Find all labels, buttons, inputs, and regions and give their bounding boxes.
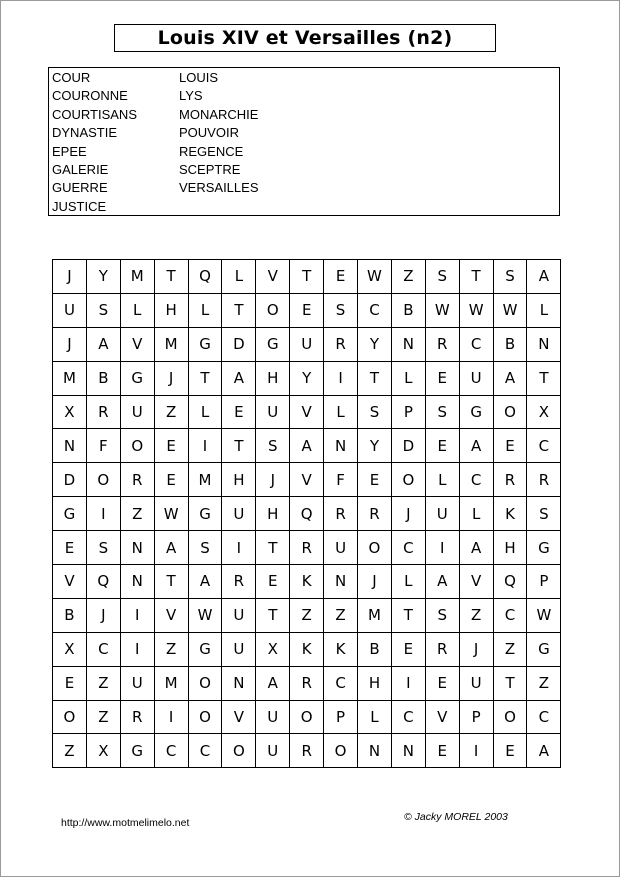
word-list-column-2 xyxy=(179,69,259,198)
grid-cell: I xyxy=(391,666,425,700)
grid-row xyxy=(53,531,561,565)
grid-cell: E xyxy=(53,531,87,565)
grid-cell: A xyxy=(154,531,188,565)
grid-cell: I xyxy=(324,361,358,395)
grid-cell: O xyxy=(358,531,392,565)
grid-cell: A xyxy=(459,531,493,565)
grid-cell: J xyxy=(53,260,87,294)
grid-cell: R xyxy=(324,497,358,531)
word-item: MONARCHIE xyxy=(179,106,259,122)
grid-cell: F xyxy=(86,429,120,463)
grid-cell: V xyxy=(459,565,493,599)
grid-cell: O xyxy=(493,700,527,734)
grid-cell: H xyxy=(256,497,290,531)
grid-cell: O xyxy=(391,463,425,497)
grid-cell: T xyxy=(256,531,290,565)
word-item: DYNASTIE xyxy=(52,125,118,141)
grid-cell: R xyxy=(425,632,459,666)
grid-cell: V xyxy=(154,598,188,632)
grid-cell: L xyxy=(188,395,222,429)
grid-cell: V xyxy=(290,463,324,497)
grid-row xyxy=(53,700,561,734)
grid-cell: S xyxy=(86,531,120,565)
grid-cell: Y xyxy=(358,429,392,463)
grid-cell: J xyxy=(358,565,392,599)
grid-cell: Q xyxy=(493,565,527,599)
grid-cell: V xyxy=(120,327,154,361)
grid-cell: T xyxy=(358,361,392,395)
grid-cell: L xyxy=(222,260,256,294)
footer-copyright: © Jacky MOREL 2003 xyxy=(404,811,508,823)
grid-cell: R xyxy=(425,327,459,361)
grid-cell: O xyxy=(256,293,290,327)
grid-cell: A xyxy=(188,565,222,599)
grid-cell: S xyxy=(256,429,290,463)
grid-row xyxy=(53,429,561,463)
grid-cell: V xyxy=(290,395,324,429)
grid-cell: U xyxy=(120,395,154,429)
grid-row xyxy=(53,632,561,666)
grid-cell: G xyxy=(188,632,222,666)
footer-url: http://www.motmelimelo.net xyxy=(61,817,190,829)
grid-cell: Z xyxy=(120,497,154,531)
grid-cell: M xyxy=(120,260,154,294)
grid-cell: U xyxy=(256,700,290,734)
word-item: GALERIE xyxy=(52,161,109,177)
grid-cell: H xyxy=(256,361,290,395)
grid-cell: P xyxy=(324,700,358,734)
grid-cell: A xyxy=(222,361,256,395)
grid-cell: Q xyxy=(290,497,324,531)
word-item: COURTISANS xyxy=(52,106,137,122)
grid-cell: S xyxy=(425,598,459,632)
grid-cell: S xyxy=(493,260,527,294)
page-title-text: Louis XIV et Versailles (n2) xyxy=(157,27,453,49)
grid-cell: S xyxy=(527,497,561,531)
grid-cell: K xyxy=(324,632,358,666)
grid-cell: Q xyxy=(188,260,222,294)
grid-cell: N xyxy=(324,429,358,463)
grid-cell: O xyxy=(120,429,154,463)
word-item: COURONNE xyxy=(52,88,128,104)
grid-cell: G xyxy=(53,497,87,531)
grid-cell: S xyxy=(425,260,459,294)
grid-cell: L xyxy=(358,700,392,734)
grid-cell: R xyxy=(324,327,358,361)
grid-cell: J xyxy=(391,497,425,531)
grid-cell: R xyxy=(222,565,256,599)
grid-cell: W xyxy=(493,293,527,327)
grid-row xyxy=(53,666,561,700)
grid-cell: E xyxy=(391,632,425,666)
grid-row xyxy=(53,734,561,768)
grid-cell: M xyxy=(188,463,222,497)
grid-row xyxy=(53,463,561,497)
grid-cell: E xyxy=(425,429,459,463)
grid-cell: V xyxy=(53,565,87,599)
grid-cell: R xyxy=(120,463,154,497)
grid-row xyxy=(53,565,561,599)
grid-cell: U xyxy=(53,293,87,327)
grid-cell: U xyxy=(290,327,324,361)
grid-cell: H xyxy=(222,463,256,497)
grid-cell: S xyxy=(358,395,392,429)
grid-cell: T xyxy=(154,260,188,294)
grid-cell: W xyxy=(527,598,561,632)
grid-cell: M xyxy=(154,666,188,700)
grid-cell: I xyxy=(86,497,120,531)
grid-cell: H xyxy=(358,666,392,700)
grid-cell: L xyxy=(188,293,222,327)
grid-cell: E xyxy=(358,463,392,497)
grid-cell: J xyxy=(256,463,290,497)
page-title xyxy=(114,24,496,52)
grid-cell: U xyxy=(425,497,459,531)
grid-cell: X xyxy=(527,395,561,429)
grid-cell: C xyxy=(188,734,222,768)
grid-cell: C xyxy=(154,734,188,768)
grid-cell: G xyxy=(188,497,222,531)
grid-cell: U xyxy=(256,734,290,768)
grid-cell: M xyxy=(53,361,87,395)
grid-row xyxy=(53,497,561,531)
grid-cell: W xyxy=(425,293,459,327)
grid-cell: O xyxy=(222,734,256,768)
grid-cell: U xyxy=(222,598,256,632)
grid-cell: G xyxy=(527,632,561,666)
grid-cell: B xyxy=(391,293,425,327)
grid-cell: G xyxy=(188,327,222,361)
grid-cell: L xyxy=(324,395,358,429)
grid-cell: U xyxy=(324,531,358,565)
grid-cell: R xyxy=(358,497,392,531)
grid-cell: R xyxy=(120,700,154,734)
grid-cell: T xyxy=(188,361,222,395)
grid-cell: L xyxy=(459,497,493,531)
grid-cell: O xyxy=(53,700,87,734)
word-item: POUVOIR xyxy=(179,125,239,141)
grid-cell: H xyxy=(493,531,527,565)
word-item: VERSAILLES xyxy=(179,180,259,196)
grid-cell: M xyxy=(154,327,188,361)
grid-cell: I xyxy=(459,734,493,768)
word-item: LOUIS xyxy=(179,70,219,85)
grid-cell: Z xyxy=(493,632,527,666)
grid-cell: M xyxy=(358,598,392,632)
grid-cell: L xyxy=(391,361,425,395)
grid-cell: Z xyxy=(154,632,188,666)
grid-cell: Y xyxy=(358,327,392,361)
grid-cell: A xyxy=(527,260,561,294)
grid-cell: O xyxy=(493,395,527,429)
grid-cell: T xyxy=(256,598,290,632)
word-item: REGENCE xyxy=(179,143,244,159)
grid-cell: Y xyxy=(290,361,324,395)
grid-cell: Z xyxy=(86,700,120,734)
grid-cell: T xyxy=(493,666,527,700)
grid-cell: E xyxy=(324,260,358,294)
word-list xyxy=(48,67,560,216)
grid-cell: T xyxy=(154,565,188,599)
grid-row xyxy=(53,260,561,294)
grid-cell: G xyxy=(527,531,561,565)
grid-cell: N xyxy=(391,327,425,361)
grid-cell: G xyxy=(120,361,154,395)
grid-cell: Z xyxy=(86,666,120,700)
grid-cell: N xyxy=(527,327,561,361)
grid-cell: J xyxy=(53,327,87,361)
grid-cell: D xyxy=(222,327,256,361)
grid-row xyxy=(53,293,561,327)
grid-cell: U xyxy=(120,666,154,700)
grid-cell: R xyxy=(527,463,561,497)
grid-cell: C xyxy=(459,463,493,497)
grid-cell: T xyxy=(222,293,256,327)
grid-cell: W xyxy=(358,260,392,294)
grid-cell: L xyxy=(527,293,561,327)
grid-cell: N xyxy=(53,429,87,463)
grid-cell: Z xyxy=(459,598,493,632)
grid-cell: P xyxy=(527,565,561,599)
grid-cell: N xyxy=(120,565,154,599)
letter-grid-container xyxy=(52,259,561,768)
grid-cell: R xyxy=(86,395,120,429)
grid-cell: C xyxy=(324,666,358,700)
grid-cell: E xyxy=(222,395,256,429)
grid-cell: T xyxy=(527,361,561,395)
grid-cell: E xyxy=(425,666,459,700)
word-item: EPEE xyxy=(52,143,87,159)
grid-cell: G xyxy=(120,734,154,768)
letter-grid xyxy=(52,259,561,768)
grid-cell: E xyxy=(154,429,188,463)
grid-cell: C xyxy=(493,598,527,632)
grid-cell: Z xyxy=(53,734,87,768)
grid-cell: E xyxy=(493,429,527,463)
grid-cell: L xyxy=(120,293,154,327)
grid-cell: W xyxy=(154,497,188,531)
grid-cell: N xyxy=(358,734,392,768)
grid-cell: N xyxy=(324,565,358,599)
grid-cell: I xyxy=(188,429,222,463)
grid-cell: C xyxy=(459,327,493,361)
grid-cell: S xyxy=(324,293,358,327)
grid-cell: E xyxy=(53,666,87,700)
grid-cell: A xyxy=(290,429,324,463)
grid-cell: R xyxy=(290,531,324,565)
grid-cell: A xyxy=(86,327,120,361)
grid-cell: E xyxy=(154,463,188,497)
grid-cell: P xyxy=(459,700,493,734)
grid-cell: I xyxy=(120,598,154,632)
grid-cell: L xyxy=(391,565,425,599)
grid-cell: P xyxy=(391,395,425,429)
grid-cell: Z xyxy=(324,598,358,632)
grid-cell: T xyxy=(391,598,425,632)
grid-cell: U xyxy=(222,497,256,531)
grid-cell: I xyxy=(154,700,188,734)
grid-cell: E xyxy=(425,361,459,395)
word-item: COUR xyxy=(52,70,91,85)
grid-cell: O xyxy=(86,463,120,497)
grid-cell: C xyxy=(527,429,561,463)
grid-cell: W xyxy=(459,293,493,327)
grid-cell: U xyxy=(459,361,493,395)
grid-cell: R xyxy=(493,463,527,497)
grid-cell: B xyxy=(493,327,527,361)
grid-cell: Z xyxy=(391,260,425,294)
grid-cell: K xyxy=(290,632,324,666)
word-list-column-1 xyxy=(52,69,137,216)
word-item: SCEPTRE xyxy=(179,161,241,177)
grid-cell: D xyxy=(53,463,87,497)
grid-cell: O xyxy=(188,666,222,700)
word-item: JUSTICE xyxy=(52,198,107,214)
grid-cell: A xyxy=(256,666,290,700)
grid-cell: U xyxy=(256,395,290,429)
grid-cell: B xyxy=(358,632,392,666)
grid-cell: A xyxy=(527,734,561,768)
grid-cell: T xyxy=(459,260,493,294)
grid-cell: S xyxy=(188,531,222,565)
grid-cell: V xyxy=(222,700,256,734)
grid-cell: G xyxy=(256,327,290,361)
word-item: GUERRE xyxy=(52,180,108,196)
grid-cell: C xyxy=(358,293,392,327)
grid-cell: L xyxy=(425,463,459,497)
grid-cell: G xyxy=(459,395,493,429)
grid-cell: N xyxy=(391,734,425,768)
grid-row xyxy=(53,598,561,632)
grid-cell: Z xyxy=(290,598,324,632)
grid-cell: E xyxy=(493,734,527,768)
grid-row xyxy=(53,361,561,395)
word-item: LYS xyxy=(179,88,203,104)
grid-cell: O xyxy=(188,700,222,734)
grid-cell: X xyxy=(86,734,120,768)
grid-cell: C xyxy=(527,700,561,734)
grid-cell: F xyxy=(324,463,358,497)
grid-cell: X xyxy=(53,632,87,666)
grid-cell: B xyxy=(86,361,120,395)
grid-cell: J xyxy=(154,361,188,395)
grid-cell: H xyxy=(154,293,188,327)
grid-cell: E xyxy=(290,293,324,327)
grid-cell: S xyxy=(86,293,120,327)
grid-cell: C xyxy=(86,632,120,666)
grid-cell: E xyxy=(256,565,290,599)
grid-cell: O xyxy=(290,700,324,734)
grid-cell: A xyxy=(459,429,493,463)
grid-cell: C xyxy=(391,700,425,734)
grid-cell: W xyxy=(188,598,222,632)
grid-cell: E xyxy=(425,734,459,768)
grid-cell: I xyxy=(222,531,256,565)
grid-cell: S xyxy=(425,395,459,429)
grid-cell: J xyxy=(459,632,493,666)
grid-cell: A xyxy=(493,361,527,395)
grid-cell: I xyxy=(425,531,459,565)
grid-cell: I xyxy=(120,632,154,666)
grid-cell: D xyxy=(391,429,425,463)
grid-cell: K xyxy=(290,565,324,599)
grid-cell: R xyxy=(290,666,324,700)
grid-cell: J xyxy=(86,598,120,632)
grid-cell: X xyxy=(256,632,290,666)
grid-cell: R xyxy=(290,734,324,768)
grid-row xyxy=(53,395,561,429)
grid-cell: N xyxy=(120,531,154,565)
grid-cell: V xyxy=(425,700,459,734)
grid-row xyxy=(53,327,561,361)
grid-cell: T xyxy=(222,429,256,463)
grid-cell: Z xyxy=(154,395,188,429)
grid-cell: U xyxy=(222,632,256,666)
grid-cell: Z xyxy=(527,666,561,700)
grid-cell: K xyxy=(493,497,527,531)
grid-cell: C xyxy=(391,531,425,565)
grid-cell: V xyxy=(256,260,290,294)
grid-cell: Q xyxy=(86,565,120,599)
grid-cell: N xyxy=(222,666,256,700)
grid-cell: B xyxy=(53,598,87,632)
grid-cell: T xyxy=(290,260,324,294)
grid-cell: Y xyxy=(86,260,120,294)
grid-cell: X xyxy=(53,395,87,429)
grid-cell: O xyxy=(324,734,358,768)
grid-cell: A xyxy=(425,565,459,599)
grid-cell: U xyxy=(459,666,493,700)
